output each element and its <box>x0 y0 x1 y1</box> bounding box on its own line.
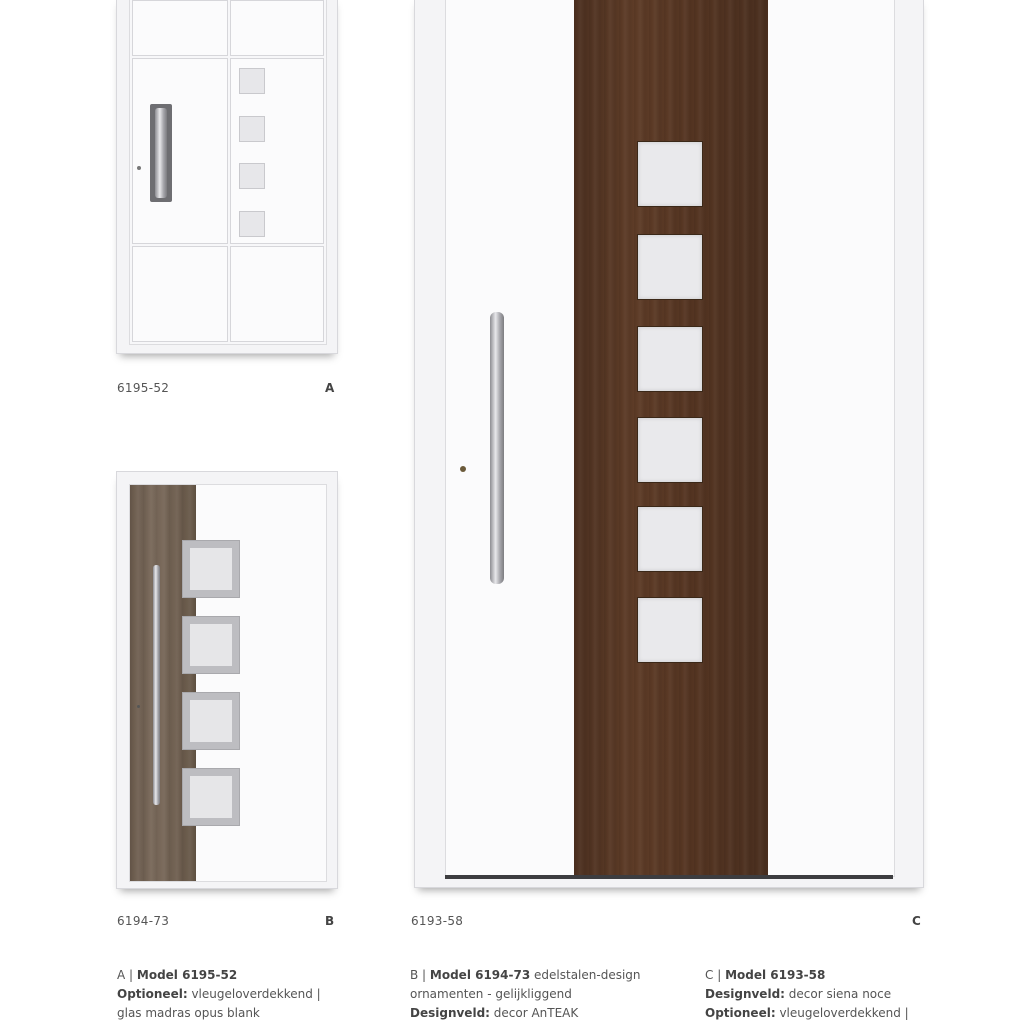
door-c-threshold <box>445 875 893 879</box>
description-b-line2: ornamenten - gelijkliggend <box>410 987 572 1001</box>
door-a-glass <box>239 163 265 189</box>
description-a-label: Optioneel: <box>117 987 188 1001</box>
door-a-panel <box>230 246 324 342</box>
description-c <box>705 966 1005 1023</box>
description-c-prefix: C | <box>705 968 726 982</box>
description-a-prefix: A | <box>117 968 137 982</box>
door-b-glass <box>182 616 240 674</box>
door-c <box>414 0 924 888</box>
door-b-glass <box>182 692 240 750</box>
door-a-leaf <box>129 0 327 345</box>
door-b-glass <box>182 768 240 826</box>
door-b-handle <box>153 565 160 805</box>
door-c-glass <box>637 506 703 572</box>
door-b-glass <box>182 540 240 598</box>
door-a-handle <box>150 104 172 202</box>
door-c-letter: C <box>912 914 921 928</box>
door-a-panel <box>132 58 228 244</box>
door-b <box>116 471 338 889</box>
description-b-label: Designveld: <box>410 1006 490 1020</box>
description-c-model: Model 6193-58 <box>725 968 826 982</box>
door-c-code: 6193-58 <box>411 914 464 928</box>
door-a-panel <box>132 0 228 56</box>
door-c-glass <box>637 417 703 483</box>
description-c-value: decor siena noce <box>784 987 892 1001</box>
door-a-letter: A <box>325 381 335 395</box>
door-a <box>116 0 338 354</box>
door-a-glass <box>239 68 265 94</box>
door-c-keyhole <box>460 466 466 472</box>
door-b-letter: B <box>325 914 335 928</box>
description-a <box>117 966 397 1023</box>
description-a-value: vleugeloverdekkend | <box>187 987 321 1001</box>
description-a-model: Model 6195-52 <box>136 968 238 982</box>
door-c-leaf <box>445 0 895 877</box>
door-a-code: 6195-52 <box>117 381 170 395</box>
description-b-prefix: B | <box>410 968 430 982</box>
door-a-panel <box>132 246 228 342</box>
door-c-handle <box>490 312 504 584</box>
door-b-code: 6194-73 <box>117 914 170 928</box>
door-a-glass <box>239 116 265 142</box>
door-a-glass <box>239 211 265 237</box>
description-b-model: Model 6194-73 <box>429 968 531 982</box>
description-c-label2: Optioneel: <box>705 1006 776 1020</box>
description-b-rest: edelstalen-design <box>530 968 641 982</box>
description-b <box>410 966 690 1023</box>
door-a-panel <box>230 0 324 56</box>
door-b-leaf <box>129 484 327 882</box>
door-c-glass <box>637 597 703 663</box>
description-b-value: decor AnTEAK <box>489 1006 579 1020</box>
door-a-keyhole <box>137 166 141 170</box>
description-a-line3: glas madras opus blank <box>117 1006 260 1020</box>
description-c-value2: vleugeloverdekkend | <box>775 1006 909 1020</box>
description-c-label: Designveld: <box>705 987 785 1001</box>
door-c-glass <box>637 326 703 392</box>
door-c-glass <box>637 141 703 207</box>
door-c-glass <box>637 234 703 300</box>
door-b-keyhole <box>137 705 140 708</box>
